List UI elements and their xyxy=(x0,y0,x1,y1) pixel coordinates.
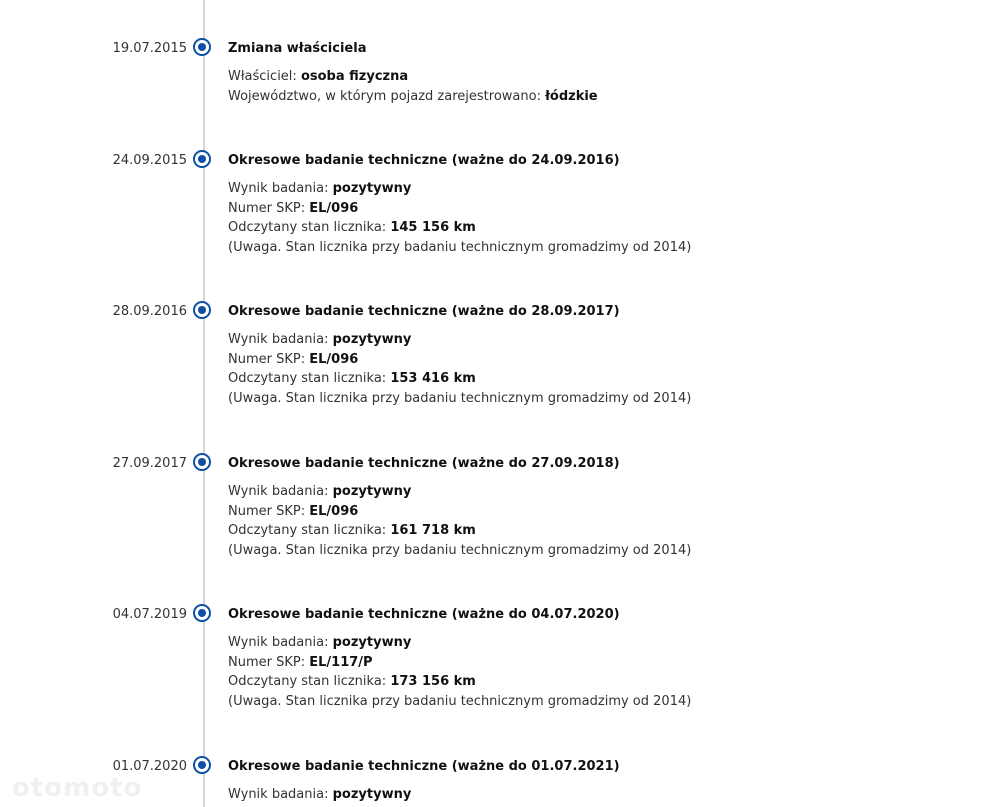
detail-note xyxy=(228,238,928,258)
detail-value: osoba fizyczna xyxy=(300,69,409,84)
detail-odometer xyxy=(228,369,928,389)
detail-value: EL/096 xyxy=(309,351,359,367)
detail-value: EL/117/P xyxy=(309,654,373,670)
detail-owner xyxy=(228,67,928,87)
detail-label: Numer SKP: xyxy=(228,200,310,216)
detail-label: (Uwaga. Stan licznika przy badaniu technicznym gromadzimy od 2014) xyxy=(228,391,692,407)
detail-odometer xyxy=(228,672,928,692)
detail-skp-number xyxy=(228,350,928,370)
detail-value: pozytywny xyxy=(332,332,412,347)
event-body xyxy=(228,303,928,409)
detail-label: Odczytany stan licznika: xyxy=(228,220,391,236)
detail-value: 161 718 km xyxy=(390,523,476,539)
detail-label: Wynik badania: xyxy=(228,787,333,802)
detail-odometer xyxy=(228,521,928,541)
detail-value: 173 156 km xyxy=(390,674,476,690)
event-title: Okresowe badanie techniczne (ważne do 27.09.2018) xyxy=(228,456,620,471)
detail-note xyxy=(228,541,928,561)
detail-value: 153 416 km xyxy=(390,371,476,387)
detail-result xyxy=(228,633,928,653)
timeline-marker-icon xyxy=(193,453,211,471)
detail-note xyxy=(228,389,928,409)
detail-label: Województwo, w którym pojazd zarejestrowano: xyxy=(228,88,546,104)
detail-value: pozytywny xyxy=(332,635,412,650)
event-title: Okresowe badanie techniczne (ważne do 01.07.2021) xyxy=(228,759,620,774)
event-date: 04.07.2019 xyxy=(112,607,187,622)
event-title: Okresowe badanie techniczne (ważne do 28.09.2017) xyxy=(228,304,620,319)
detail-result xyxy=(228,179,928,199)
detail-skp-number xyxy=(228,199,928,219)
detail-label: Odczytany stan licznika: xyxy=(228,371,391,387)
event-title: Okresowe badanie techniczne (ważne do 24.09.2016) xyxy=(228,153,620,168)
detail-label: (Uwaga. Stan licznika przy badaniu technicznym gromadzimy od 2014) xyxy=(228,694,692,710)
timeline-marker-icon xyxy=(193,756,211,774)
detail-label: Właściciel: xyxy=(228,69,301,84)
detail-value: EL/096 xyxy=(309,503,359,519)
detail-value: łódzkie xyxy=(545,88,598,104)
detail-label: Odczytany stan licznika: xyxy=(228,674,391,690)
event-date: 19.07.2015 xyxy=(112,41,187,56)
detail-label: Wynik badania: xyxy=(228,484,333,499)
event-title: Okresowe badanie techniczne (ważne do 04.07.2020) xyxy=(228,607,620,622)
detail-result xyxy=(228,330,928,350)
detail-label: Numer SKP: xyxy=(228,351,310,367)
event-date: 01.07.2020 xyxy=(112,759,187,774)
detail-value: EL/096 xyxy=(309,200,359,216)
event-title: Zmiana właściciela xyxy=(228,41,367,56)
event-date: 27.09.2017 xyxy=(112,456,187,471)
detail-label: Numer SKP: xyxy=(228,654,310,670)
detail-result xyxy=(228,482,928,502)
detail-value: pozytywny xyxy=(332,484,412,499)
timeline-line xyxy=(203,0,205,807)
detail-label: (Uwaga. Stan licznika przy badaniu technicznym gromadzimy od 2014) xyxy=(228,543,692,559)
detail-value: 145 156 km xyxy=(390,220,476,236)
detail-skp-number xyxy=(228,653,928,673)
event-body xyxy=(228,455,928,561)
detail-odometer xyxy=(228,218,928,238)
detail-label: Numer SKP: xyxy=(228,503,310,519)
timeline-marker-icon xyxy=(193,301,211,319)
detail-note xyxy=(228,692,928,712)
detail-result xyxy=(228,785,928,805)
detail-skp-number xyxy=(228,502,928,522)
detail-value: pozytywny xyxy=(332,787,412,802)
event-body xyxy=(228,758,928,805)
detail-label: (Uwaga. Stan licznika przy badaniu technicznym gromadzimy od 2014) xyxy=(228,240,692,256)
timeline-marker-icon xyxy=(193,604,211,622)
event-body xyxy=(228,40,928,106)
watermark-logo: otomoto xyxy=(12,773,143,803)
event-body xyxy=(228,606,928,712)
detail-label: Odczytany stan licznika: xyxy=(228,523,391,539)
detail-label: Wynik badania: xyxy=(228,181,333,196)
event-body xyxy=(228,152,928,258)
detail-region xyxy=(228,87,928,107)
event-date: 28.09.2016 xyxy=(112,304,187,319)
detail-label: Wynik badania: xyxy=(228,635,333,650)
timeline-marker-icon xyxy=(193,150,211,168)
detail-value: pozytywny xyxy=(332,181,412,196)
timeline-marker-icon xyxy=(193,38,211,56)
event-date: 24.09.2015 xyxy=(112,153,187,168)
detail-label: Wynik badania: xyxy=(228,332,333,347)
